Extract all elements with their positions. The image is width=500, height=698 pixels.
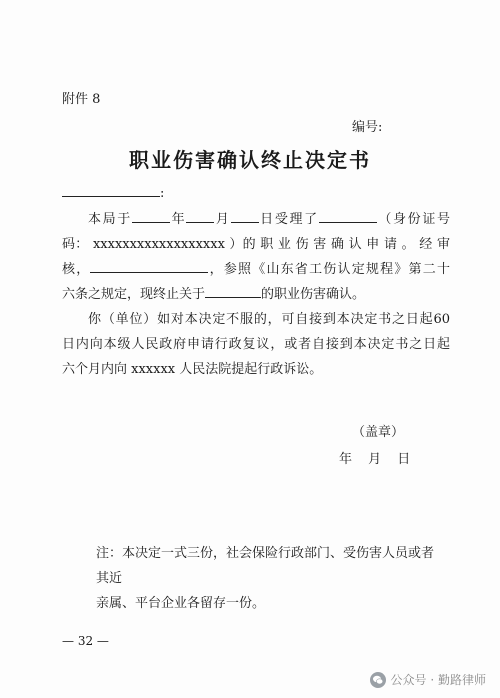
- applicant-blank: [319, 210, 377, 223]
- body-text-segment: 的职业伤害确认。: [261, 287, 366, 302]
- body-text-segment: 年: [169, 212, 187, 227]
- document-number-label: 编号:: [352, 120, 383, 135]
- body-line-3: [62, 257, 450, 282]
- note-line-1: 注：本决定一式三份，社会保险行政部门、受伤害人员或者其近: [96, 546, 435, 586]
- addressee-line: [62, 184, 164, 201]
- watermark: [370, 671, 486, 688]
- body-line-7: 六个月内向 xxxxxx 人民法院提起行政诉讼。: [62, 362, 323, 377]
- seal-label: （盖章）: [352, 425, 405, 440]
- year-blank: [132, 210, 170, 223]
- addressee-suffix: :: [160, 186, 165, 201]
- day-blank: [231, 210, 259, 223]
- note: [96, 541, 436, 616]
- body-line-4: [62, 282, 450, 307]
- body-line-5: 你（单位）如对本决定不服的，可自接到本决定书之日起60: [88, 312, 450, 327]
- body-line-2: 码： xxxxxxxxxxxxxxxxxx ）的 职 业 伤 害 确 认 申 请 。 经 审: [62, 237, 450, 252]
- body-text-segment: 月: [214, 212, 231, 227]
- wechat-icon: [370, 672, 386, 688]
- page-title: 职业伤害确认终止决定书: [129, 148, 371, 172]
- watermark-text: 公众号 · 勤路律师: [390, 673, 486, 687]
- month-blank: [186, 210, 214, 223]
- review-blank: [90, 260, 208, 273]
- page-number: — 32 —: [62, 634, 109, 648]
- attachment-label: 附件 8: [62, 92, 101, 107]
- body-text-segment: 六条之规定，现终止关于: [62, 287, 206, 302]
- body-text-segment: 本局于: [88, 212, 132, 227]
- date-line: 年 月 日: [339, 452, 411, 467]
- body-text: [62, 207, 450, 382]
- body-text-segment: 核，: [62, 262, 91, 277]
- note-line-2: 亲属、平台企业各留存一份。: [96, 596, 266, 611]
- body-text-segment: （身份证号: [376, 212, 450, 227]
- addressee-blank: [62, 184, 160, 197]
- body-text-segment: 日受理了: [258, 212, 319, 227]
- body-line-1: [62, 207, 450, 232]
- body-line-6: 日内向本级人民政府申请行政复议，或者自接到本决定书之日起: [62, 337, 450, 352]
- subject-blank: [205, 285, 261, 298]
- body-text-segment: ，参照《山东省工伤认定规程》第二十: [208, 262, 450, 277]
